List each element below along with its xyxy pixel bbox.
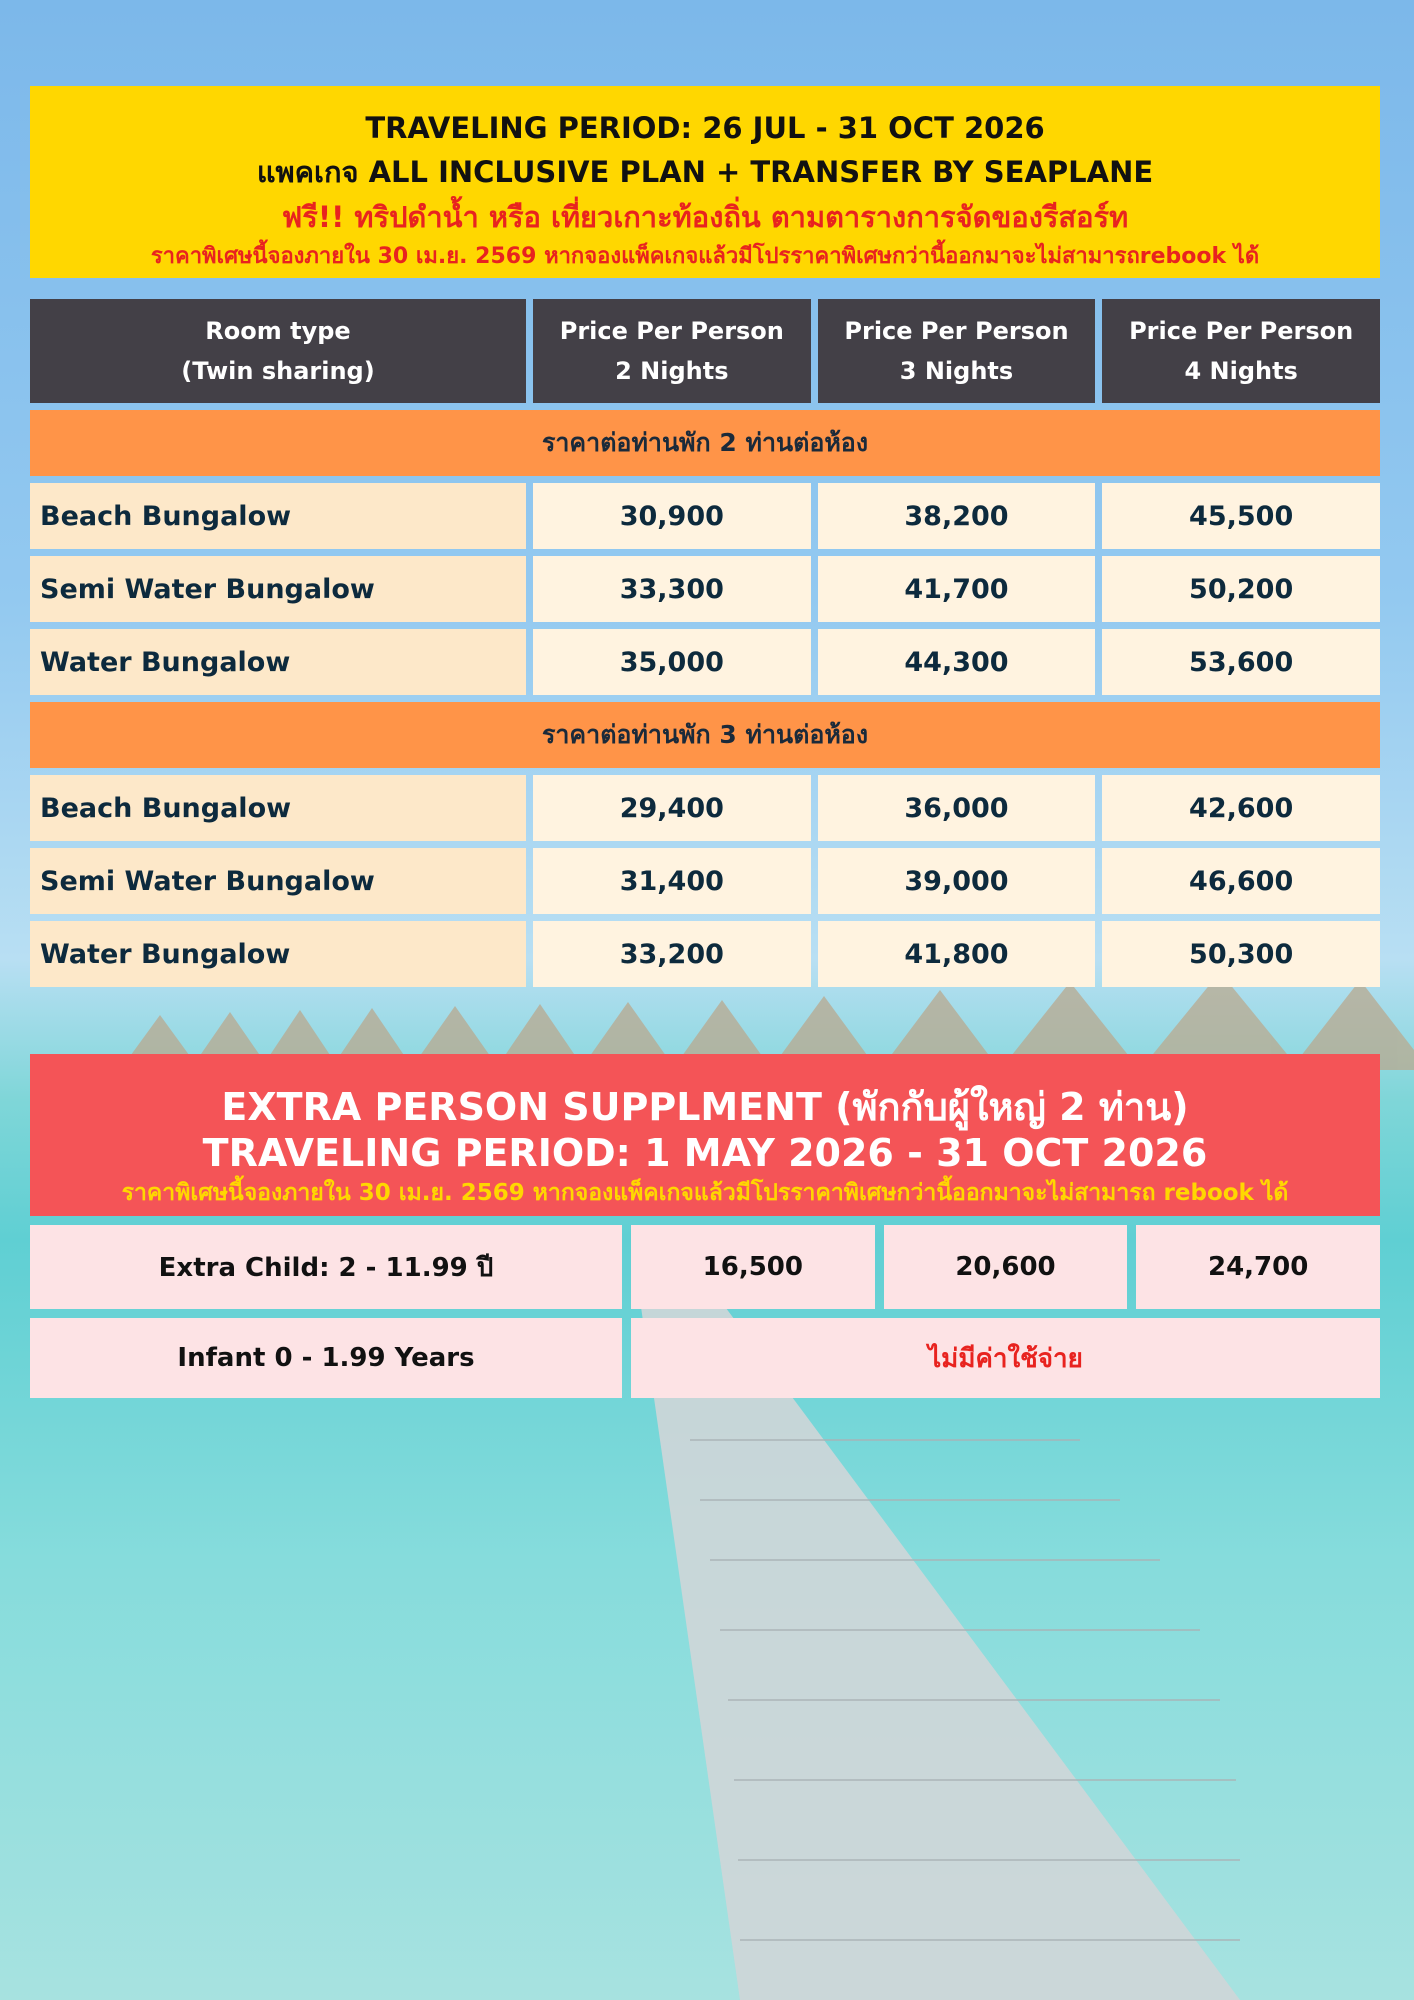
price-3-nights: 36,000 (818, 775, 1096, 841)
extra-person-banner (30, 1054, 1380, 1216)
infant-label: Infant 0 - 1.99 Years (30, 1318, 622, 1398)
price-3-nights: 44,300 (818, 629, 1096, 695)
header-room-type (30, 299, 526, 403)
table-row (30, 921, 1380, 987)
extra-traveling-period: TRAVELING PERIOD: 1 MAY 2026 - 31 OCT 2026 (202, 1131, 1208, 1175)
header-room-type-line1: Room type (205, 317, 351, 345)
room-name: Semi Water Bungalow (30, 848, 526, 914)
price-2-nights: 35,000 (533, 629, 811, 695)
table-header-row (30, 299, 1380, 403)
price-4-nights: 46,600 (1102, 848, 1380, 914)
table-row (30, 629, 1380, 695)
price-4-nights: 53,600 (1102, 629, 1380, 695)
header-room-type-line2: (Twin sharing) (181, 357, 375, 385)
group-label-2-per-room: ราคาต่อท่านพัก 2 ท่านต่อห้อง (30, 410, 1380, 476)
price-2-nights: 31,400 (533, 848, 811, 914)
price-2-nights: 29,400 (533, 775, 811, 841)
extra-child-row (30, 1225, 1380, 1309)
extra-child-price-2-nights: 16,500 (631, 1225, 875, 1309)
extra-child-price-4-nights: 24,700 (1136, 1225, 1380, 1309)
infant-free-of-charge: ไม่มีค่าใช้จ่าย (631, 1318, 1380, 1398)
header-2-nights (533, 299, 811, 403)
room-name: Water Bungalow (30, 921, 526, 987)
extra-person-title: EXTRA PERSON SUPPLMENT (พักกับผู้ใหญ่ 2 ท่าน) (221, 1085, 1189, 1129)
booking-condition-note: ราคาพิเศษนี้จองภายใน 30 เม.ย. 2569 หากจองแพ็คเกจแล้วมีโปรราคาพิเศษกว่านี้ออกมาจะไม่สามารถrebook ได้ (150, 244, 1260, 269)
price-4-nights: 50,300 (1102, 921, 1380, 987)
package-banner (30, 86, 1380, 278)
price-3-nights: 41,800 (818, 921, 1096, 987)
extra-child-price-3-nights: 20,600 (884, 1225, 1128, 1309)
room-name: Beach Bungalow (30, 775, 526, 841)
header-2-nights-line2: 2 Nights (615, 357, 729, 385)
header-4-nights (1102, 299, 1380, 403)
room-name: Semi Water Bungalow (30, 556, 526, 622)
room-name: Beach Bungalow (30, 483, 526, 549)
price-2-nights: 33,200 (533, 921, 811, 987)
group-row (30, 702, 1380, 768)
price-4-nights: 42,600 (1102, 775, 1380, 841)
table-row (30, 483, 1380, 549)
infant-row (30, 1318, 1380, 1398)
price-3-nights: 38,200 (818, 483, 1096, 549)
group-label-3-per-room: ราคาต่อท่านพัก 3 ท่านต่อห้อง (30, 702, 1380, 768)
price-3-nights: 39,000 (818, 848, 1096, 914)
header-3-nights (818, 299, 1096, 403)
header-3-nights-line2: 3 Nights (899, 357, 1014, 385)
table-row (30, 775, 1380, 841)
group-row (30, 410, 1380, 476)
table-row (30, 848, 1380, 914)
room-price-table (23, 292, 1387, 994)
package-title: แพคเกจ ALL INCLUSIVE PLAN + TRANSFER BY SEAPLANE (256, 155, 1154, 189)
price-3-nights: 41,700 (818, 556, 1096, 622)
extra-child-label: Extra Child: 2 - 11.99 ปี (30, 1225, 622, 1309)
header-2-nights-line1: Price Per Person (559, 317, 784, 345)
price-4-nights: 45,500 (1102, 483, 1380, 549)
extra-booking-condition-note: ราคาพิเศษนี้จองภายใน 30 เม.ย. 2569 หากจองแพ็คเกจแล้วมีโปรราคาพิเศษกว่านี้ออกมาจะไม่สามารถ rebook ได้ (121, 1180, 1289, 1206)
price-4-nights: 50,200 (1102, 556, 1380, 622)
header-4-nights-line2: 4 Nights (1184, 357, 1298, 385)
table-row (30, 556, 1380, 622)
header-3-nights-line1: Price Per Person (844, 317, 1069, 345)
room-name: Water Bungalow (30, 629, 526, 695)
price-2-nights: 33,300 (533, 556, 811, 622)
price-2-nights: 30,900 (533, 483, 811, 549)
traveling-period-title: TRAVELING PERIOD: 26 JUL - 31 OCT 2026 (365, 111, 1045, 145)
header-4-nights-line1: Price Per Person (1129, 317, 1354, 345)
price-sheet (30, 86, 1380, 1407)
extra-person-table (21, 1216, 1389, 1407)
free-trip-promo: ฟรี!! ทริปดำน้ำ หรือ เที่ยวเกาะท้องถิ่น ตามตารางการจัดของรีสอร์ท (281, 200, 1129, 234)
